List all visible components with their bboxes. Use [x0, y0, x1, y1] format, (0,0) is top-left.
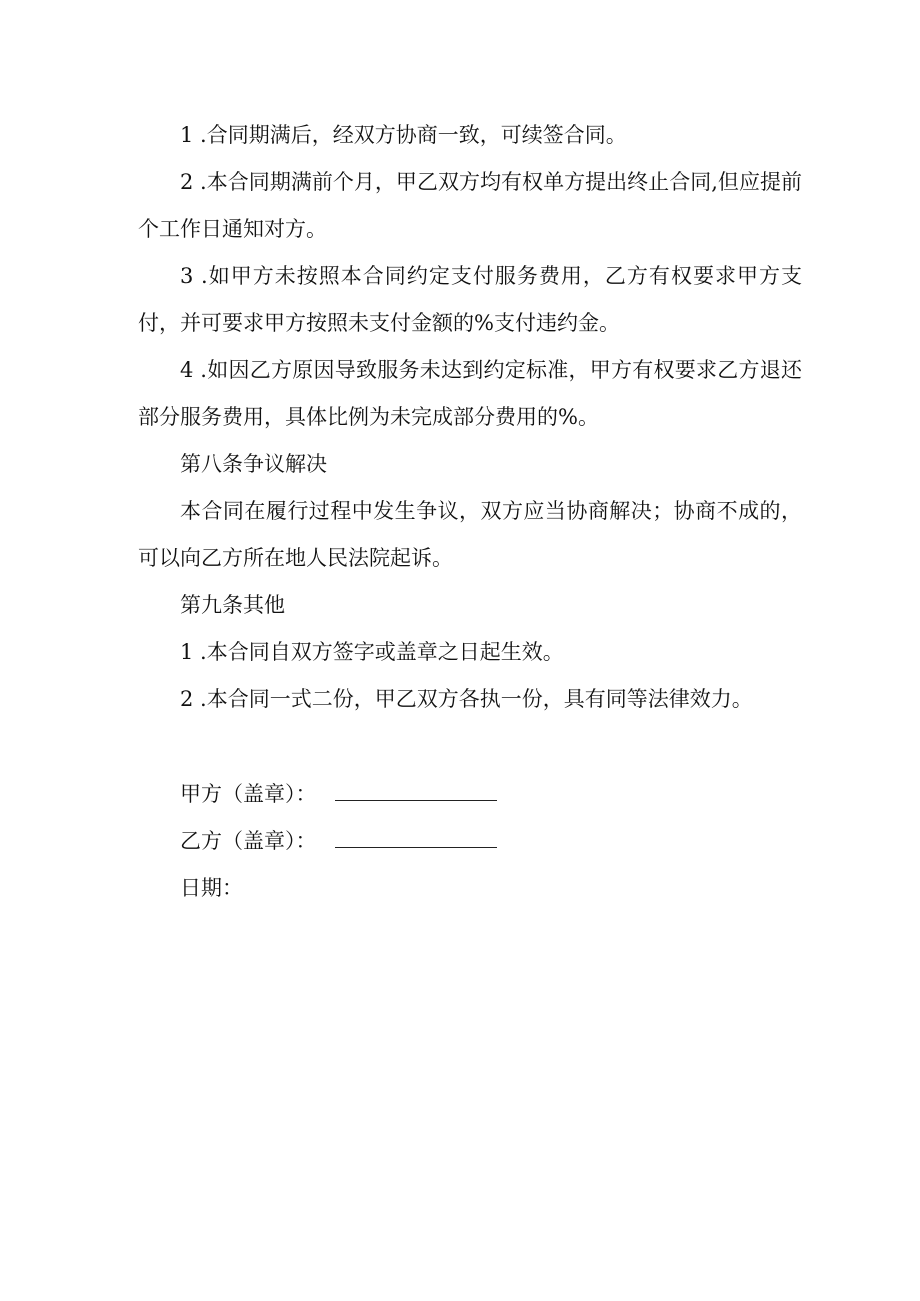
clause-payment-default: 3 .如甲方未按照本合同约定支付服务费用，乙方有权要求甲方支付，并可要求甲方按照未支付金额的%支付违约金。 — [138, 264, 802, 335]
article-nine-heading: 第九条其他 — [180, 593, 285, 617]
date-label: 日期： — [180, 876, 243, 900]
party-a-signature-blank — [335, 772, 497, 801]
article-eight-heading: 第八条争议解决 — [180, 452, 327, 476]
document-body — [138, 112, 802, 912]
clause-renewal: 1 .合同期满后，经双方协商一致，可续签合同。 — [180, 123, 627, 147]
article-nine-item-copies: 2 .本合同一式二份，甲乙双方各执一份，具有同等法律效力。 — [180, 687, 753, 711]
party-b-seal-label: 乙方（盖章）： — [180, 829, 317, 853]
signature-block — [138, 771, 802, 912]
article-nine-item-effective: 1 .本合同自双方签字或盖章之日起生效。 — [180, 640, 564, 664]
date-row — [138, 865, 802, 912]
party-b-signature-row — [138, 818, 802, 865]
clause-termination: 2 .本合同期满前个月，甲乙双方均有权单方提出终止合同,但应提前个工作日通知对方。 — [138, 170, 802, 241]
clause-service-refund: 4 .如因乙方原因导致服务未达到约定标准，甲方有权要求乙方退还部分服务费用，具体比例为未完成部分费用的%。 — [138, 358, 802, 429]
party-a-seal-label: 甲方（盖章）： — [180, 782, 317, 806]
party-b-signature-blank — [335, 819, 497, 848]
article-eight-text: 本合同在履行过程中发生争议，双方应当协商解决；协商不成的，可以向乙方所在地人民法院起诉。 — [138, 499, 802, 570]
party-a-signature-row — [138, 771, 802, 818]
